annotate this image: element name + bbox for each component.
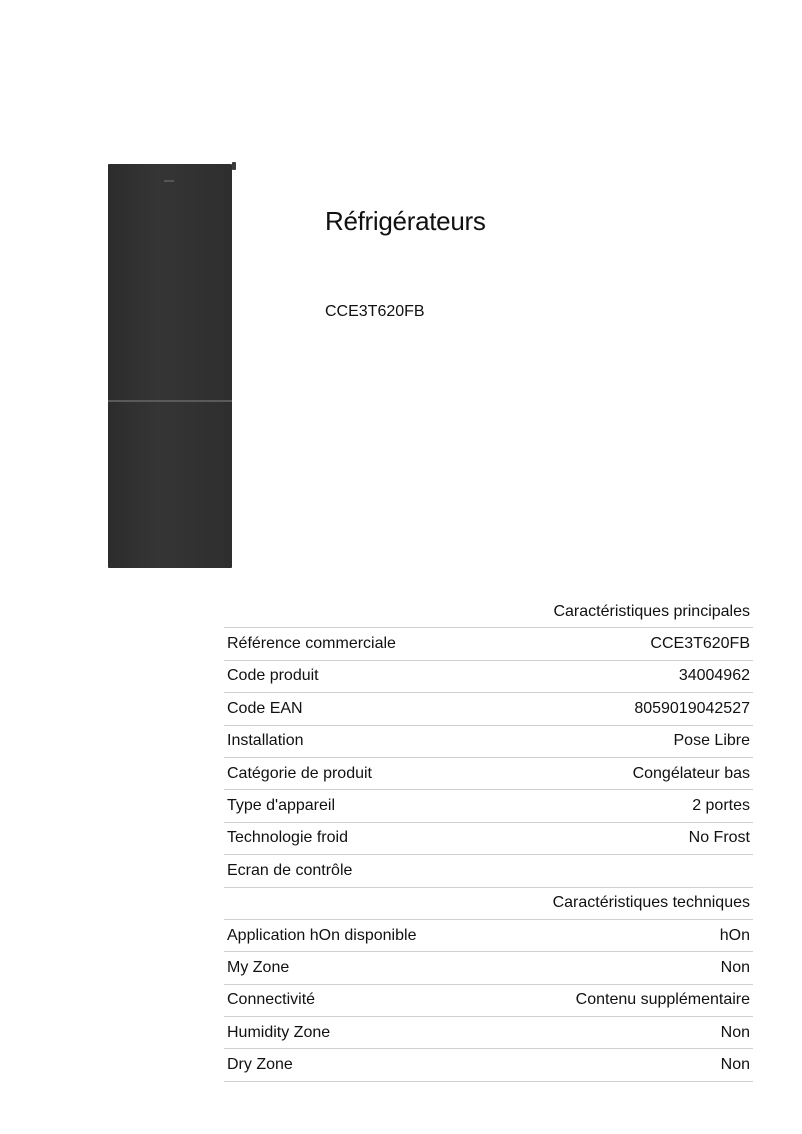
spec-row bbox=[224, 1017, 753, 1049]
spec-row bbox=[224, 1049, 753, 1081]
spec-row bbox=[224, 757, 753, 789]
spec-value: 34004962 bbox=[499, 660, 753, 692]
spec-value: Non bbox=[499, 952, 753, 984]
spec-row bbox=[224, 855, 753, 887]
spec-value: No Frost bbox=[499, 822, 753, 854]
spec-row bbox=[224, 725, 753, 757]
specifications-table bbox=[224, 596, 753, 1082]
product-category-title: Réfrigérateurs bbox=[325, 206, 486, 236]
section-title: Caractéristiques principales bbox=[224, 596, 753, 628]
spec-row bbox=[224, 628, 753, 660]
spec-row bbox=[224, 693, 753, 725]
spec-label: My Zone bbox=[224, 952, 499, 984]
spec-value: 2 portes bbox=[499, 790, 753, 822]
spec-label: Code EAN bbox=[224, 693, 499, 725]
product-model: CCE3T620FB bbox=[325, 303, 425, 320]
spec-label: Type d'appareil bbox=[224, 790, 499, 822]
spec-value bbox=[499, 855, 753, 887]
spec-row bbox=[224, 919, 753, 951]
fridge-body bbox=[108, 164, 232, 568]
product-image bbox=[108, 162, 234, 570]
spec-label: Installation bbox=[224, 725, 499, 757]
spec-label: Code produit bbox=[224, 660, 499, 692]
spec-row bbox=[224, 984, 753, 1016]
fridge-top-door bbox=[108, 164, 232, 402]
spec-row bbox=[224, 790, 753, 822]
spec-label: Technologie froid bbox=[224, 822, 499, 854]
spec-label: Catégorie de produit bbox=[224, 757, 499, 789]
spec-row bbox=[224, 822, 753, 854]
spec-value: Non bbox=[499, 1049, 753, 1081]
fridge-bottom-door bbox=[108, 404, 232, 570]
spec-label: Connectivité bbox=[224, 984, 499, 1016]
spec-value: CCE3T620FB bbox=[499, 628, 753, 660]
spec-value: Contenu supplémentaire bbox=[499, 984, 753, 1016]
fridge-hinge bbox=[232, 162, 236, 170]
spec-value: Pose Libre bbox=[499, 725, 753, 757]
spec-value: hOn bbox=[499, 919, 753, 951]
section-header-tech bbox=[224, 887, 753, 919]
spec-row bbox=[224, 952, 753, 984]
spec-value: 8059019042527 bbox=[499, 693, 753, 725]
section-title: Caractéristiques techniques bbox=[224, 887, 753, 919]
brand-logo bbox=[164, 180, 174, 182]
spec-value: Congélateur bas bbox=[499, 757, 753, 789]
section-header-main bbox=[224, 596, 753, 628]
spec-row bbox=[224, 660, 753, 692]
spec-label: Dry Zone bbox=[224, 1049, 499, 1081]
spec-value: Non bbox=[499, 1017, 753, 1049]
spec-label: Ecran de contrôle bbox=[224, 855, 499, 887]
spec-label: Référence commerciale bbox=[224, 628, 499, 660]
spec-label: Application hOn disponible bbox=[224, 919, 499, 951]
spec-label: Humidity Zone bbox=[224, 1017, 499, 1049]
